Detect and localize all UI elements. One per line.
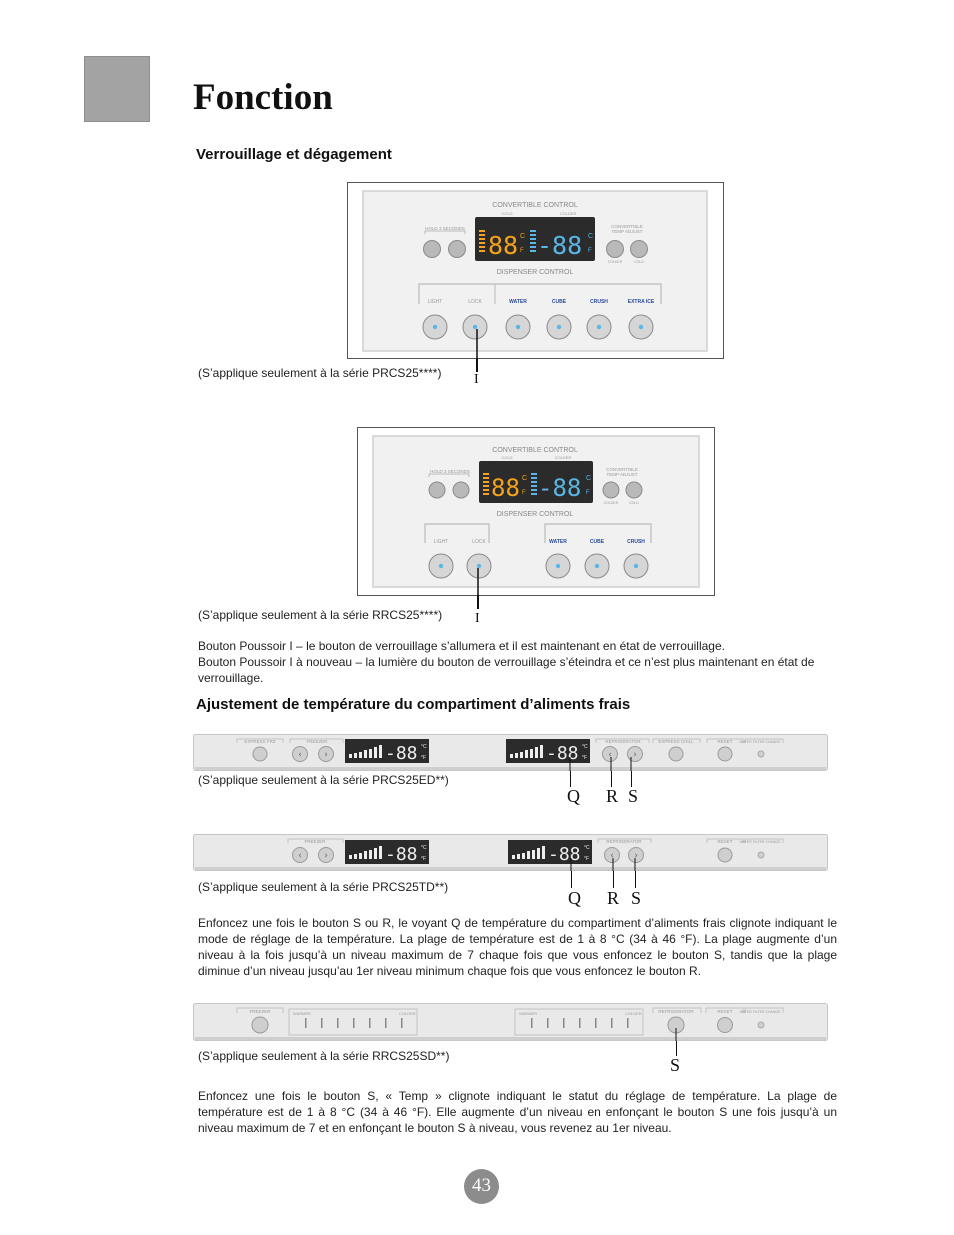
callout-i-a: I [474,372,479,387]
svg-text:›: › [634,851,638,861]
svg-text:FREEZER: FREEZER [249,1009,271,1014]
svg-text:REFRIGERATOR: REFRIGERATOR [606,839,642,844]
svg-text:‹: ‹ [608,750,612,760]
svg-text:°C: °C [421,744,427,750]
svg-text:-88: -88 [538,474,582,502]
svg-text:COLD: COLD [629,501,639,505]
svg-text:EXTRA ICE: EXTRA ICE [627,299,655,305]
cold-button[interactable] [626,482,642,498]
colder-button[interactable] [607,241,624,258]
svg-text:WATER FILTER CHANGE: WATER FILTER CHANGE [739,1010,781,1014]
temp-paragraph: Enfoncez une fois le bouton S ou R, le voyant Q de température du compartiment d’aliments frais clignote indiquant le mode de réglage de la température. La plage de température est de 1 à 8 °C (34 à 46 °F). La plage augmente d’un niveau à la fois jusqu’à un niveau maximum de 7 chaque fois que vous enfoncez le bouton S, tandis que la plage diminue d’un niveau jusqu’au 1er niveau minimum chaque fois que vous enfoncez le bouton R. [198,916,837,978]
svg-text:CONVERTIBLE: CONVERTIBLE [611,224,643,229]
callout-line-i-a [476,358,478,372]
svg-text:WATER: WATER [549,539,567,545]
svg-text:RESET: RESET [717,739,733,744]
control-strip-prcs25ed [193,734,828,771]
svg-text:88: 88 [491,474,520,502]
svg-text:CONVERTIBLE CONTROL: CONVERTIBLE CONTROL [492,447,578,454]
svg-text:°F: °F [582,755,588,761]
callout-line-i-b [477,595,479,609]
svg-text:REFRIGERATOR: REFRIGERATOR [605,739,641,744]
final-paragraph: Enfoncez une fois le bouton S, « Temp » clignote indiquant le statut du réglage de température. La plage de température est de 1 à 8 °C (34 à 46 °F). Elle augmente d’un niveau en enfonçant le bouton S une fois jusqu’à un niveau maximum de 7 et en enfonçant le bouton S à niveau, vous revenez au 1er niveau. [198,1089,837,1135]
control-panel-rrcs25 [357,427,715,596]
svg-text:-88: -88 [385,844,418,865]
svg-text:COLD: COLD [634,260,644,264]
control-strip-rrcs25sd [193,1003,828,1041]
callout-q-2: Q [568,888,581,908]
svg-text:LIGHT: LIGHT [433,539,449,545]
svg-text:›: › [633,750,637,760]
svg-text:CUBE: CUBE [551,299,567,305]
callout-r-2: R [607,888,620,908]
section-heading-temp: Ajustement de température du compartiment d’aliments frais [196,696,631,713]
control-strip-prcs25td [193,834,828,871]
page-title: Fonction [193,77,333,118]
control-panel-prcs25 [347,182,724,359]
svg-text:EXPRESS FRZ: EXPRESS FRZ [244,739,276,744]
caption-prcs25td: (S’applique seulement à la série PRCS25TD**) [198,880,449,894]
svg-text:LIGHT: LIGHT [427,299,443,305]
svg-text:°F: °F [584,856,590,862]
convertible-temp-readout: -88 [537,231,583,260]
hold-button-2[interactable] [449,241,466,258]
svg-text:COLDER: COLDER [603,501,619,505]
svg-text:COLDER: COLDER [625,1011,642,1016]
svg-text:-88: -88 [385,743,418,764]
svg-text:F: F [520,248,524,254]
lock-paragraph-1: Bouton Poussoir I – le bouton de verrouillage s’allumera et il est maintenant en état de verrouillage. [198,639,725,653]
svg-text:COLDER: COLDER [554,455,572,460]
svg-text:HOLD 3 SECONDS: HOLD 3 SECONDS [425,226,465,231]
svg-text:COLD: COLD [501,455,513,460]
svg-text:WATER FILTER CHANGE: WATER FILTER CHANGE [739,840,781,844]
svg-text:F: F [522,490,526,496]
caption-prcs25ed: (S’applique seulement à la série PRCS25ED**) [198,773,449,787]
svg-text:°C: °C [584,845,590,851]
svg-text:FREEZER: FREEZER [306,739,328,744]
callout-r-1: R [606,786,619,806]
svg-text:CUBE: CUBE [589,539,605,545]
svg-text:WATER FILTER CHANGE: WATER FILTER CHANGE [739,740,781,744]
svg-text:RESET: RESET [717,839,733,844]
section-heading-lock: Verrouillage et dégagement [196,146,392,163]
convertible-control-label: CONVERTIBLE CONTROL [492,202,578,209]
svg-text:HOLD 3 SECONDS: HOLD 3 SECONDS [430,469,470,474]
svg-text:‹: ‹ [298,851,302,861]
svg-text:›: › [324,750,328,760]
callout-s-3: S [670,1055,681,1075]
lock-paragraph-2: Bouton Poussoir I à nouveau – la lumière du bouton de verrouillage s’éteindra et ce n’est plus maintenant en état de verrouillage. [198,655,815,685]
svg-text:F: F [586,490,590,496]
colder-button[interactable] [603,482,619,498]
svg-text:WARMER: WARMER [519,1011,538,1016]
svg-text:›: › [324,851,328,861]
svg-text:C: C [520,233,526,240]
svg-text:TEMP ADJUST: TEMP ADJUST [606,472,638,477]
callout-s-1: S [628,786,639,806]
svg-text:COLD: COLD [501,211,513,216]
svg-text:LOCK: LOCK [468,299,482,305]
callout-q-1: Q [567,786,580,806]
svg-text:LOCK: LOCK [472,539,486,545]
svg-text:-88: -88 [546,743,579,764]
svg-text:TEMP ADJUST: TEMP ADJUST [611,229,643,234]
svg-text:-88: -88 [548,844,581,865]
svg-text:‹: ‹ [298,750,302,760]
svg-text:‹: ‹ [610,851,614,861]
callout-s-2: S [631,888,642,908]
hold-button-2[interactable] [453,482,469,498]
svg-text:WATER: WATER [509,299,527,305]
hold-button-1[interactable] [424,241,441,258]
svg-text:EXPRESS CHILL: EXPRESS CHILL [658,739,694,744]
svg-text:C: C [588,233,594,240]
freezer-temp-readout: 88 [488,231,519,260]
svg-text:WARMER: WARMER [293,1011,312,1016]
svg-text:DISPENSER CONTROL: DISPENSER CONTROL [496,511,574,518]
svg-text:CONVERTIBLE: CONVERTIBLE [606,467,638,472]
svg-text:CRUSH: CRUSH [627,539,645,545]
svg-text:COLDER: COLDER [607,260,623,264]
svg-text:COLDER: COLDER [399,1011,416,1016]
svg-text:REFRIGERATOR: REFRIGERATOR [658,1009,694,1014]
svg-text:°C: °C [421,845,427,851]
hold-button-1[interactable] [429,482,445,498]
svg-text:COLDER: COLDER [559,211,577,216]
cold-button[interactable] [631,241,648,258]
svg-text:C: C [586,475,592,482]
caption-rrcs25: (S’applique seulement à la série RRCS25****) [198,608,443,622]
dispenser-control-label: DISPENSER CONTROL [496,269,574,276]
section-tab-marker [84,56,150,122]
svg-text:RESET: RESET [717,1009,733,1014]
svg-text:C: C [522,475,528,482]
svg-text:FREEZER: FREEZER [304,839,326,844]
svg-text:F: F [588,248,592,254]
page-number: 43 [464,1169,499,1204]
caption-rrcs25sd: (S’applique seulement à la série RRCS25SD**) [198,1049,450,1063]
svg-text:°F: °F [421,856,427,862]
svg-text:°F: °F [421,755,427,761]
svg-text:°C: °C [582,744,588,750]
caption-prcs25: (S’applique seulement à la série PRCS25****) [198,366,442,380]
callout-i-b: I [475,611,480,626]
svg-text:CRUSH: CRUSH [590,299,608,305]
